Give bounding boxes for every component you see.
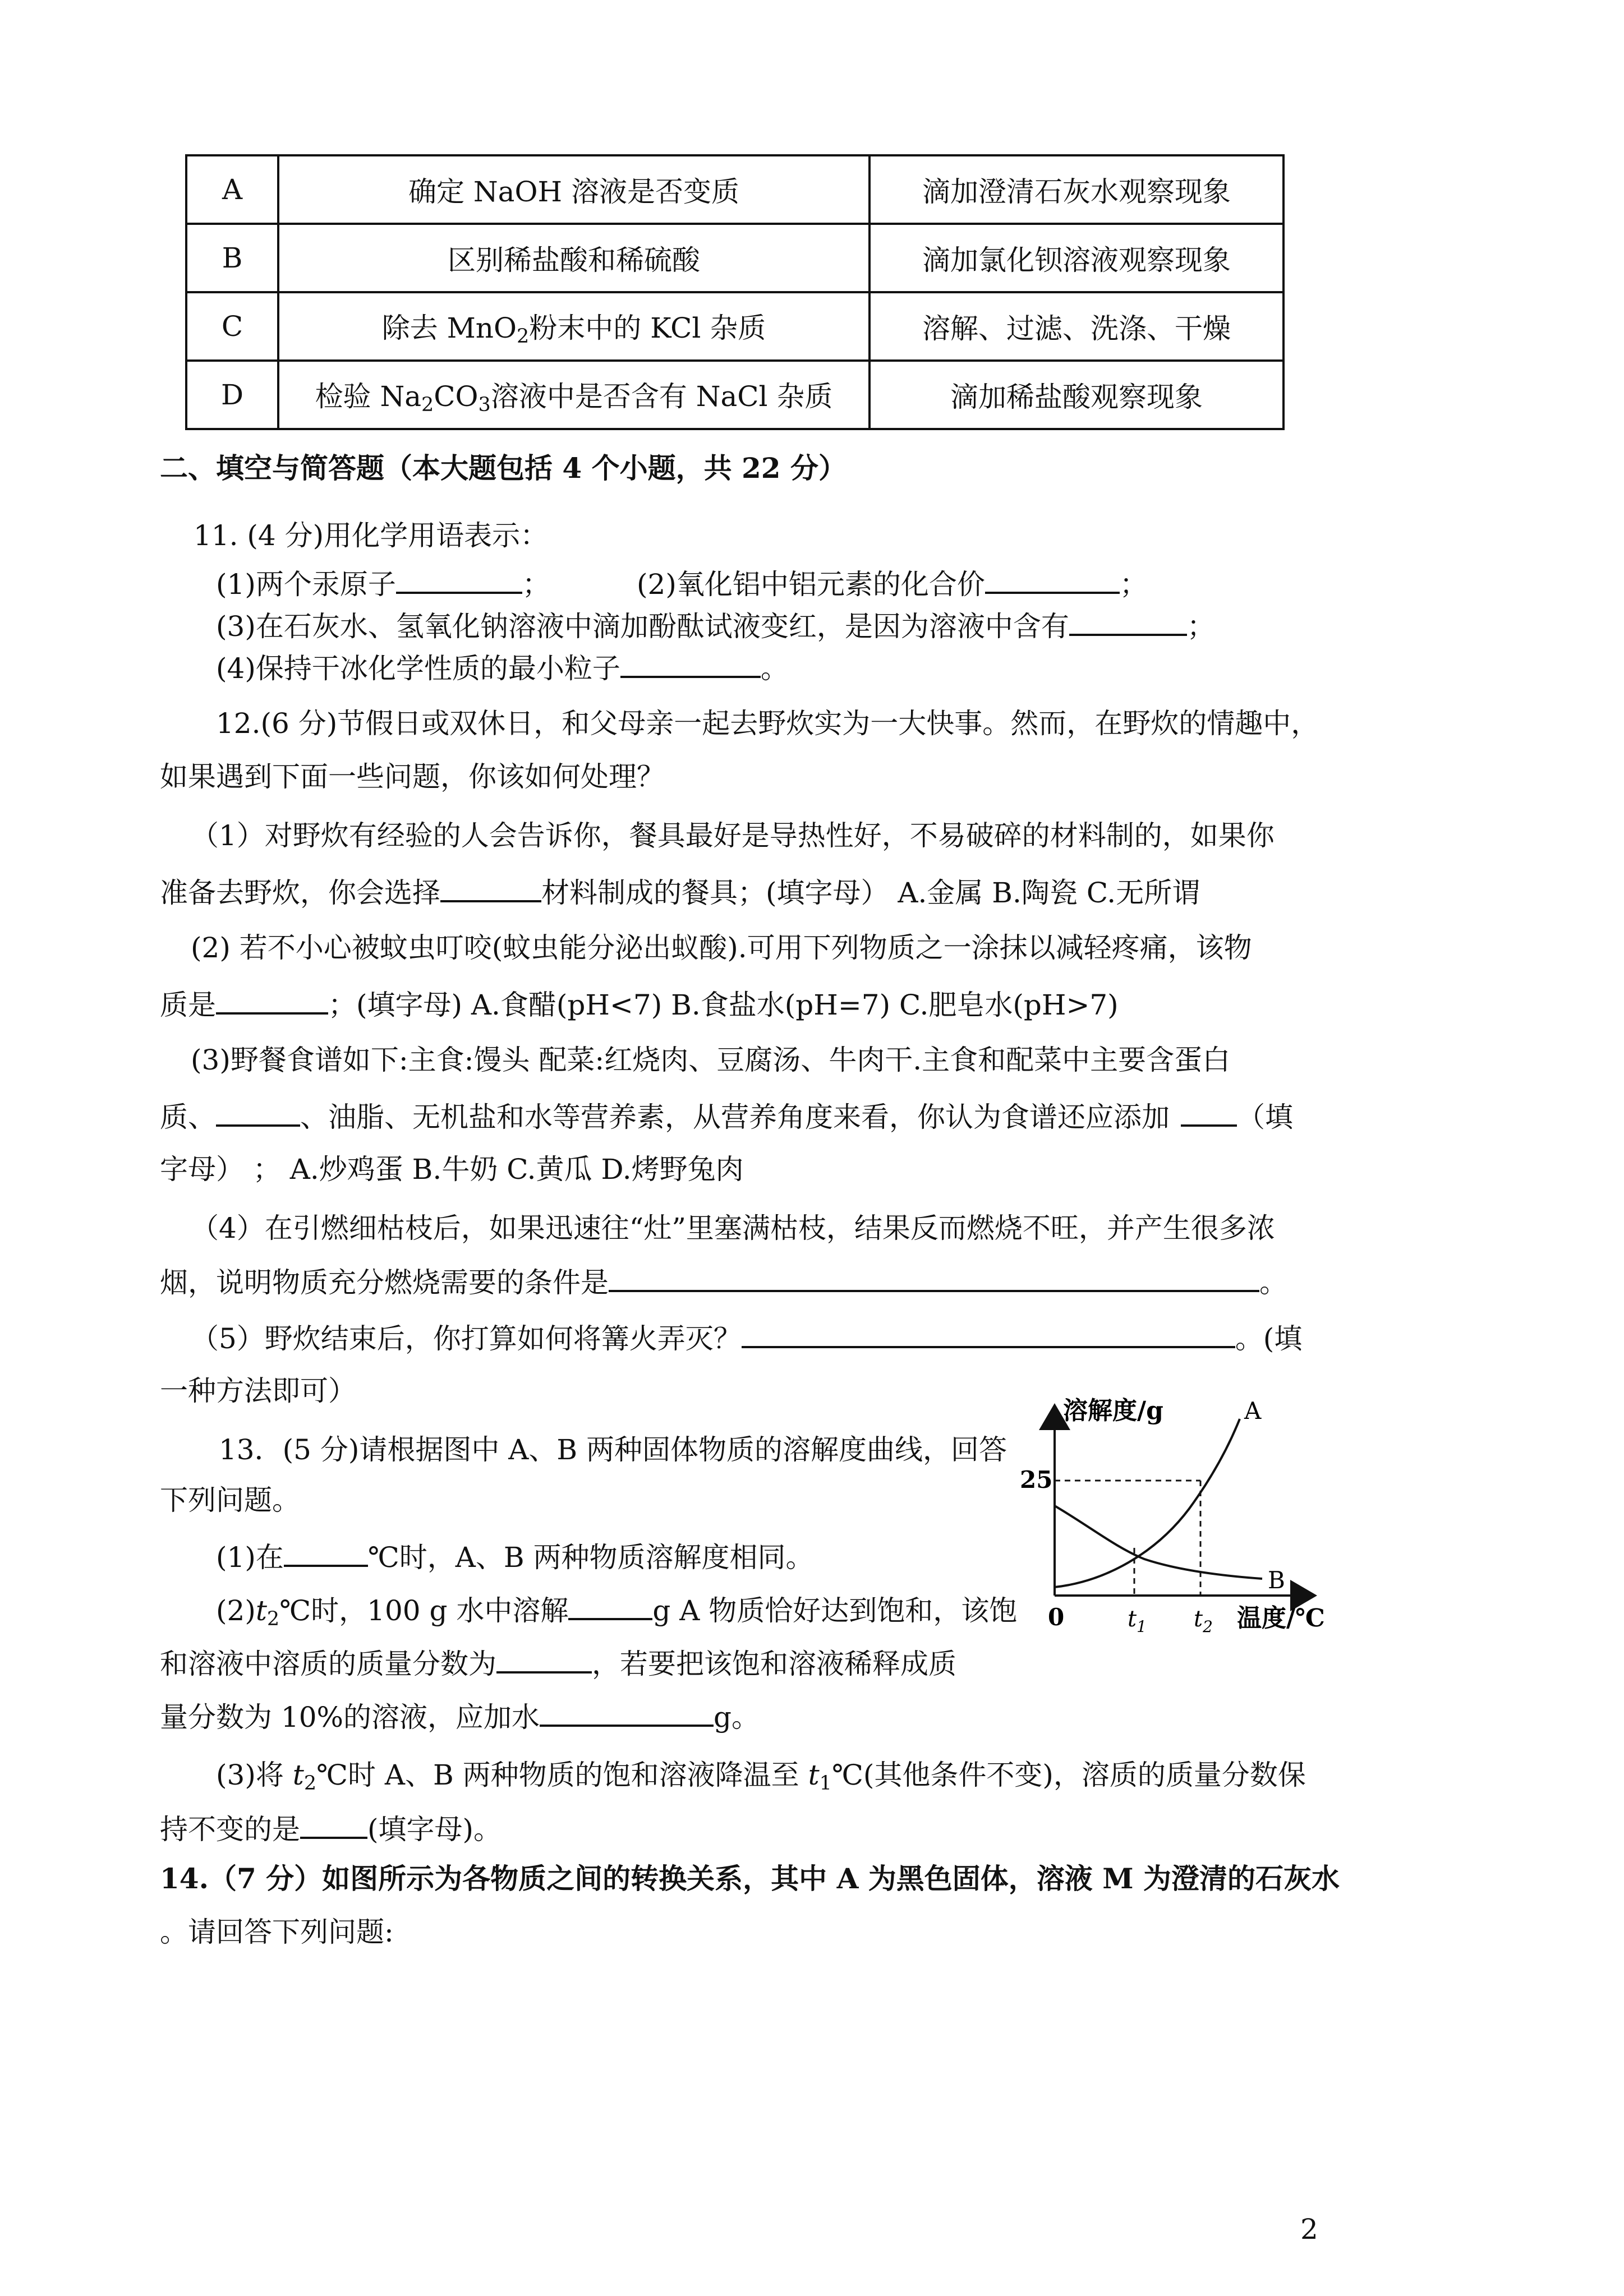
row-method: 滴加氯化钡溶液观察现象 (869, 224, 1283, 292)
question-text: 烟，说明物质充分燃烧需要的条件是 (160, 1266, 609, 1299)
q11-part2 (637, 566, 1148, 601)
x-axis-label: 温度/℃ (1237, 1604, 1325, 1633)
answer-blank[interactable] (1069, 608, 1187, 636)
question-text: (3)将 (216, 1759, 293, 1791)
question-text: 。(填 (1235, 1322, 1303, 1355)
answer-blank[interactable] (568, 1593, 652, 1620)
q12-line (160, 875, 1200, 910)
row-method: 溶解、过滤、洗涤、干燥 (869, 292, 1283, 361)
y-tick-label: 25 (1020, 1466, 1053, 1493)
question-text: (填字母)。 (367, 1813, 502, 1846)
subscript: 2 (421, 393, 434, 416)
question-text: 持不变的是 (160, 1813, 300, 1846)
table-row (186, 224, 1283, 292)
q13-line (216, 1539, 814, 1574)
question-text: t (808, 1759, 820, 1791)
question-text: ； (1119, 568, 1148, 601)
question-text: 准备去野炊，你会选择 (160, 877, 440, 909)
answer-blank[interactable] (284, 1539, 368, 1567)
x-tick-label (1128, 1606, 1147, 1636)
row-purpose: 区别稀盐酸和稀硫酸 (278, 224, 869, 292)
series-B-label: B (1268, 1566, 1285, 1594)
answer-blank[interactable] (609, 1265, 1259, 1292)
row-purpose (278, 361, 869, 429)
q12-line (160, 1265, 1287, 1299)
tick-subscript: 1 (1137, 1617, 1147, 1636)
question-text: ℃时，A、B 两种物质溶解度相同。 (367, 1541, 814, 1574)
question-text: (1)两个汞原子 (216, 568, 396, 601)
q11-part3 (216, 608, 1215, 643)
question-text: 量分数为 10%的溶液，应加水 (160, 1701, 540, 1733)
question-text: （填 (1237, 1101, 1293, 1133)
answer-blank[interactable] (216, 1099, 300, 1127)
answer-blank[interactable] (216, 987, 328, 1015)
question-text: t (292, 1759, 304, 1791)
purpose-part: 粉末中的 KCl 杂质 (529, 311, 766, 344)
question-text: g A 物质恰好达到饱和，该饱 (652, 1594, 1018, 1627)
question-text: (3)在石灰水、氢氧化钠溶液中滴加酚酞试液变红，是因为溶液中含有 (216, 610, 1069, 643)
q12-line: (2) 若不小心被蚊虫叮咬(蚊虫能分泌出蚁酸).可用下列物质之一涂抹以减轻疼痛，该物 (191, 932, 1252, 964)
page-number: 2 (1300, 2213, 1318, 2246)
subscript: 2 (266, 1607, 280, 1630)
q13-line (160, 1811, 502, 1846)
row-label: D (186, 361, 278, 429)
question-text: ； (522, 568, 550, 601)
question-text: ℃时 A、B 两种物质的饱和溶液降温至 (316, 1759, 808, 1791)
options-table (185, 154, 1285, 430)
series-A-label: A (1244, 1397, 1262, 1424)
x-tick-label (1194, 1606, 1213, 1636)
answer-blank[interactable] (496, 1646, 592, 1673)
q11-part1 (216, 566, 550, 601)
q13-line: 下列问题。 (160, 1484, 300, 1516)
q12-line: 字母） ； A.炒鸡蛋 B.牛奶 C.黄瓜 D.烤野兔肉 (160, 1153, 744, 1186)
question-text: 和溶液中溶质的质量分数为 (160, 1648, 496, 1680)
row-purpose (278, 292, 869, 361)
origin-label: 0 (1048, 1603, 1065, 1631)
answer-blank[interactable] (440, 875, 541, 902)
q14-line (160, 1862, 1340, 1896)
question-text: ℃(其他条件不变)，溶质的质量分数保 (831, 1759, 1306, 1791)
question-text: （5）野炊结束后，你打算如何将篝火弄灭？ (191, 1322, 742, 1355)
question-text: (1)在 (216, 1541, 284, 1574)
question-text: (4)保持干冰化学性质的最小粒子 (216, 652, 620, 685)
subscript: 2 (303, 1772, 317, 1795)
question-text: t (255, 1594, 267, 1627)
table-row (186, 361, 1283, 429)
row-method: 滴加澄清石灰水观察现象 (869, 155, 1283, 224)
q13-line (216, 1593, 1017, 1631)
row-label: B (186, 224, 278, 292)
q12-line: 一种方法即可） (160, 1375, 356, 1407)
q13-line (160, 1646, 956, 1681)
question-text: 质是 (160, 989, 216, 1021)
answer-blank[interactable] (300, 1811, 367, 1839)
section-heading: 二、填空与简答题（本大题包括 4 个小题，共 22 分） (160, 451, 846, 485)
subscript: 2 (516, 325, 530, 348)
q12-line: （4）在引燃细枯枝后，如果迅速往“灶”里塞满枯枝，结果反而燃烧不旺，并产生很多浓 (191, 1212, 1275, 1244)
table-row (186, 292, 1283, 361)
q12-line: 如果遇到下面一些问题，你该如何处理？ (160, 760, 665, 793)
question-text: ； (1186, 610, 1215, 643)
series-A-curve (1055, 1419, 1240, 1587)
table-row (186, 155, 1283, 224)
question-text: (2) (216, 1594, 256, 1627)
answer-blank[interactable] (396, 566, 522, 594)
tick-letter: t (1128, 1606, 1137, 1632)
q13-line (216, 1758, 1306, 1795)
subscript: 1 (819, 1772, 832, 1795)
purpose-part: 除去 MnO (381, 311, 517, 344)
q13-line (160, 1699, 760, 1734)
answer-blank[interactable] (1181, 1099, 1237, 1127)
q11-part4 (216, 651, 789, 685)
row-method: 滴加稀盐酸观察现象 (869, 361, 1283, 429)
q12-line (160, 987, 1119, 1022)
question-text: ；(填字母) A.食醋(pH<7) B.食盐水(pH=7) C.肥皂水(pH>7) (328, 989, 1119, 1021)
solubility-chart (1010, 1385, 1346, 1649)
question-text: ，若要把该饱和溶液稀释成质 (592, 1648, 956, 1680)
y-axis-label: 溶解度/g (1063, 1396, 1163, 1425)
row-label: A (186, 155, 278, 224)
question-text: 材料制成的餐具；(填字母） A.金属 B.陶瓷 C.无所谓 (541, 877, 1200, 909)
question-text: 14.（7 分）如图所示为各物质之间的转换关系，其中 A 为黑色固体，溶液 M 为澄清的石灰水 (160, 1862, 1340, 1895)
q12-line (191, 1321, 1302, 1356)
q12-line (160, 1099, 1293, 1134)
q12-line: （1）对野炊有经验的人会告诉你，餐具最好是导热性好，不易破碎的材料制的，如果你 (191, 819, 1275, 852)
q12-line: 12.(6 分)节假日或双休日，和父母亲一起去野炊实为一大快事。然而，在野炊的情趣中， (216, 707, 1319, 740)
purpose-part: 检验 Na (315, 380, 422, 413)
tick-letter: t (1194, 1606, 1203, 1632)
purpose-part: CO (434, 380, 479, 413)
question-text: g。 (714, 1701, 760, 1733)
question-text: ℃时，100 g 水中溶解 (279, 1594, 569, 1627)
row-label: C (186, 292, 278, 361)
q14-line: 。请回答下列问题: (160, 1916, 394, 1948)
question-text: 。 (1259, 1266, 1287, 1299)
answer-blank[interactable] (742, 1321, 1235, 1348)
question-text: 。 (760, 652, 789, 685)
row-purpose: 确定 NaOH 溶液是否变质 (278, 155, 869, 224)
answer-blank[interactable] (540, 1699, 714, 1727)
answer-blank[interactable] (620, 651, 761, 678)
subscript: 3 (478, 393, 491, 416)
question-text: 、油脂、无机盐和水等营养素，从营养角度来看，你认为食谱还应添加 (300, 1101, 1170, 1133)
q13-line: 13．(5 分)请根据图中 A、B 两种固体物质的溶解度曲线，回答 (219, 1433, 1007, 1466)
answer-blank[interactable] (985, 566, 1120, 594)
question-text: (2)氧化铝中铝元素的化合价 (637, 568, 985, 601)
tick-subscript: 2 (1203, 1617, 1213, 1636)
q11-intro: 11. (4 分)用化学用语表示： (194, 519, 549, 552)
purpose-part: 溶液中是否含有 NaCl 杂质 (490, 380, 833, 413)
question-text: 质、 (160, 1101, 216, 1133)
q12-line: (3)野餐食谱如下:主食:馒头 配菜:红烧肉、豆腐汤、牛肉干.主食和配菜中主要含蛋白 (191, 1044, 1231, 1076)
